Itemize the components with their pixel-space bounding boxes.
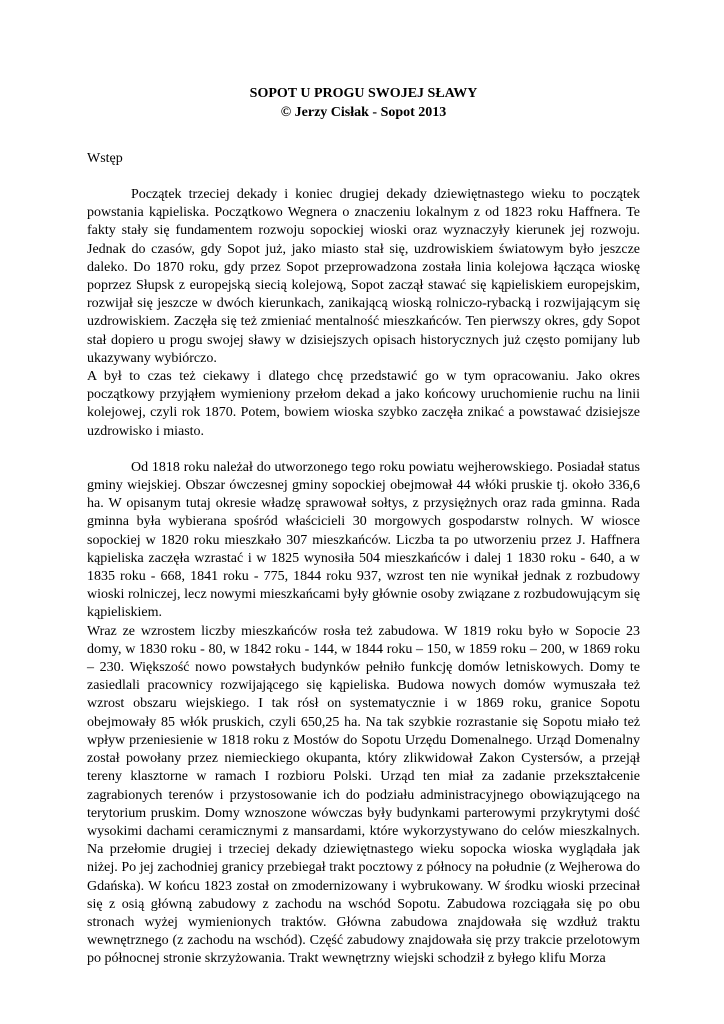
paragraph-period: A był to czas też ciekawy i dlatego chcę przedstawić go w tym opracowaniu. Jako okres początkowy przyjąłem wymieniony przełom dekad a jako końcowy uruchomienie ruchu na linii kolejowej, czyli rok 1870. Potem, bowiem wioska szybko zaczęła znikać a powstawać dzisiejsze uzdrowisko i miasto.: [87, 369, 640, 439]
section-heading: Wstęp: [87, 151, 123, 166]
document-subtitle: © Jerzy Cisłak - Sopot 2013: [280, 105, 447, 120]
paragraph-population: Od 1818 roku należał do utworzonego tego roku powiatu wejherowskiego. Posiadał status gminy wiejskiej. Obszar ówczesnej gminy sopockiej obejmował 44 włóki pruskie tj. około 336,6 ha. W opisanym tutaj okresie władzę sprawował sołtys, z przysiężnych oraz rada gminna. Rada gminna była wybierana spośród właścicieli 30 morgowych gospodarstw rolnych. W wiosce sopockiej w 1820 roku mieszkało 307 mieszkańców. Liczba ta po utworzeniu przez J. Haffnera kąpieliska zaczęła wzrastać i w 1825 wynosiła 504 mieszkańców i dalej 1 1830 roku - 640, a w 1835 roku - 668, 1841 roku - 775, 1844 roku 937, wzrost ten nie wynikał jednak z rozbudowy wioski rolniczej, lecz nowymi mieszkańcami były głównie osoby związane z rozbudowującym się kąpieliskiem.: [87, 459, 640, 621]
paragraph-buildings: Wraz ze wzrostem liczby mieszkańców rosła też zabudowa. W 1819 roku było w Sopocie 23 domy, w 1830 roku - 80, w 1842 roku - 144, w 1844 roku – 150, w 1859 roku – 200, w 1869 roku – 230. Większość nowo powstałych budynków pełniło funkcję domów letniskowych. Domy te zasiedlali pracownicy rozwijającego się kąpieliska. Budowa nowych domów wymuszała też wzrost obszaru wiejskiego. I tak rósł on systematycznie i w 1869 roku, granice Sopotu obejmowały 85 włók pruskich, czyli 650,25 ha. Na tak szybkie rozrastanie się Sopotu miało też wpływ przeniesienie w 1818 roku z Mostów do Sopotu Urzędu Domenalnego. Urząd Domenalny został powołany przez niemieckiego okupanta, który zlikwidował Zakon Cystersów, a przejął tereny klasztorne w ramach I rozbioru Polski. Urząd ten miał za zadanie przekształcenie zagrabionych terenów i przystosowanie ich do podziału administracyjnego obowiązującego na terytorium pruskim. Domy wznoszone wówczas były budynkami parterowymi przykrytymi dość wysokimi dachami ceramicznymi z mansardami, które wykorzystywano do celów mieszkalnych. Na przełomie drugiej i trzeciej dekady dziewiętnastego wieku sopocka wioska wyglądała jak niżej. Po jej zachodniej granicy przebiegał trakt pocztowy z północy na południe (z Wejherowa do Gdańska). W końcu 1823 został on zmodernizowany i wybrukowany. W środku wioski przecinał się z osią główną zabudowy z zachodu na wschód Sopotu. Zabudowa rozciągała się po obu stronach wyżej wymienionych traktów. Główna zabudowa znajdowała się wzdłuż traktu wewnętrznego (z zachodu na wschód). Część zabudowy znajdowała się przy trakcie przelotowym po północnej stronie skrzyżowania. Trakt wewnętrzny wiejski schodził z byłego klifu Morza: [87, 623, 640, 967]
document-title: SOPOT U PROGU SWOJEJ SŁAWY: [249, 86, 478, 101]
title-block: [87, 84, 640, 122]
document-page: [87, 84, 640, 969]
paragraph-intro: Początek trzeciej dekady i koniec drugiej dekady dziewiętnastego wieku to początek powstania kąpieliska. Początkowo Wegnera o znaczeniu lokalnym z od 1823 roku Haffnera. Te fakty stały się fundamentem rozwoju sopockiej wioski oraz wyznaczyły kierunek jej rozwoju. Jednak do czasów, gdy Sopot już, jako miasto stał się, uzdrowiskiem światowym było jeszcze daleko. Do 1870 roku, gdy przez Sopot przeprowadzona została linia kolejowa łącząca wioskę poprzez Słupsk z europejską siecią kolejową, Sopot zaczął stawać się kąpieliskiem europejskim, rozwijał się jeszcze w dwóch kierunkach, zanikającą wioską rolniczo-rybacką i rozwijającym się uzdrowiskiem. Zaczęła się też zmieniać mentalność mieszkańców. Ten pierwszy okres, gdy Sopot stał dopiero u progu swojej sławy w dzisiejszych opisach historycznych już często pomijany lub ukazywany wybiórczo.: [87, 187, 640, 366]
